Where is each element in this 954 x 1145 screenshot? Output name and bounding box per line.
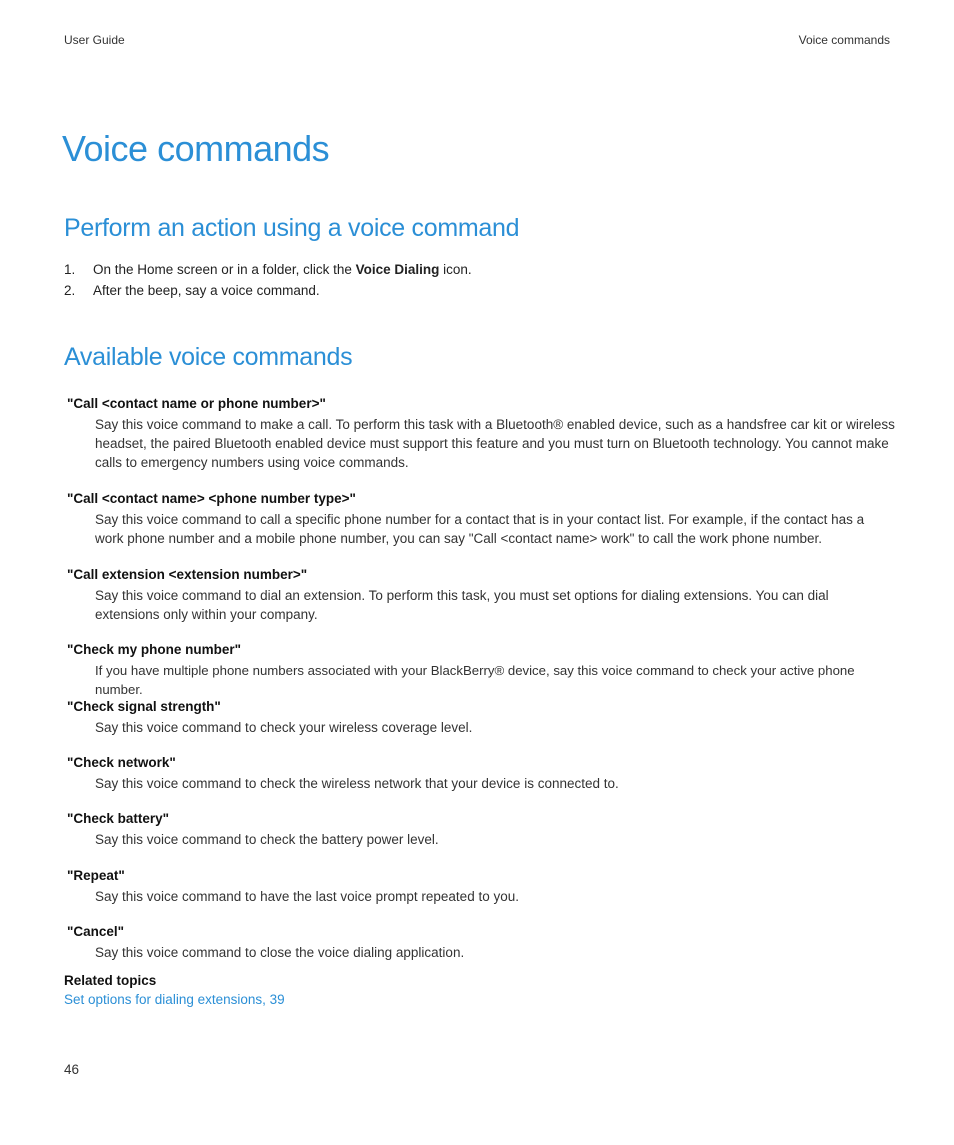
steps-list xyxy=(64,259,894,301)
command-description: Say this voice command to check the wireless network that your device is connected to. xyxy=(95,776,619,791)
command-term: "Check my phone number" xyxy=(67,642,242,657)
command-term: "Check network" xyxy=(67,755,176,770)
command-description: Say this voice command to dial an extension. To perform this task, you must set options for dialing extensions. You can dial extensions only within your company. xyxy=(95,588,829,622)
step-number: 2. xyxy=(64,283,76,298)
section-heading-perform: Perform an action using a voice command xyxy=(64,214,520,242)
command-term: "Check signal strength" xyxy=(67,699,221,714)
command-term: "Call extension <extension number>" xyxy=(67,567,308,582)
header-right: Voice commands xyxy=(798,33,890,47)
step-text-part: On the Home screen or in a folder, click the xyxy=(93,262,356,277)
related-topics-heading: Related topics xyxy=(64,973,157,988)
command-term: "Call <contact name> <phone number type>" xyxy=(67,491,356,506)
step-number: 1. xyxy=(64,262,76,277)
command-description: Say this voice command to check the battery power level. xyxy=(95,832,439,847)
related-topic-link[interactable]: Set options for dialing extensions, 39 xyxy=(64,992,285,1007)
step-item xyxy=(64,280,894,301)
section-heading-available: Available voice commands xyxy=(64,343,353,371)
command-term: "Call <contact name or phone number>" xyxy=(67,396,326,411)
header-left: User Guide xyxy=(64,33,125,47)
command-description: Say this voice command to make a call. To perform this task with a Bluetooth® enabled device, such as a handsfree car kit or wireless headset, the paired Bluetooth enabled device must support this feature and you must turn on Bluetooth technology. You cannot make calls to emergency numbers using voice commands. xyxy=(95,417,895,470)
command-description: Say this voice command to have the last voice prompt repeated to you. xyxy=(95,889,519,904)
step-emphasis: Voice Dialing xyxy=(355,262,440,277)
page-number: 46 xyxy=(64,1062,80,1077)
command-term: "Check battery" xyxy=(67,811,170,826)
command-term: "Repeat" xyxy=(67,868,125,883)
command-term: "Cancel" xyxy=(67,924,125,939)
page-title: Voice commands xyxy=(62,128,330,169)
step-text xyxy=(93,259,472,280)
command-description: If you have multiple phone numbers associated with your BlackBerry® device, say this voice command to check your active phone number. xyxy=(95,663,855,697)
step-text-part: icon. xyxy=(439,262,472,277)
command-description: Say this voice command to check your wireless coverage level. xyxy=(95,720,473,735)
command-description: Say this voice command to close the voice dialing application. xyxy=(95,945,465,960)
command-description: Say this voice command to call a specific phone number for a contact that is in your contact list. For example, if the contact has a work phone number and a mobile phone number, you can say "Call <contact name> work" to call the work phone number. xyxy=(95,512,865,546)
step-item xyxy=(64,259,894,280)
step-text: After the beep, say a voice command. xyxy=(93,283,320,298)
